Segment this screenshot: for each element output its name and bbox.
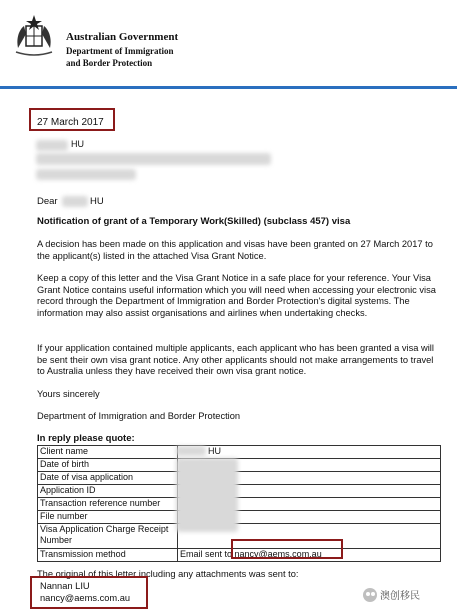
wechat-icon (363, 588, 377, 602)
recipient-highlight-box (30, 576, 148, 609)
email-highlight-box (231, 539, 343, 559)
department-line-2: and Border Protection (66, 58, 153, 68)
row-label: Transmission method (38, 549, 178, 562)
row-label: File number (38, 511, 178, 524)
paragraph-multiple-applicants: If your application contained multiple applicants, each applicant who has been granted a visa will be sent their own visa grant notice. Any other applicants should not make arrangements to travel to Australia unless they have received their own visa grant notice. (37, 343, 434, 377)
row-value (178, 446, 441, 459)
recipient-email: nancy@aems.com.au (40, 593, 131, 603)
coat-of-arms-icon (10, 12, 58, 60)
salutation: Dear (37, 196, 58, 207)
header-rule (0, 86, 457, 89)
client-surname: HU (208, 446, 221, 456)
redacted-address-line-2 (36, 169, 136, 180)
row-label: Visa Application Charge Receipt Number (38, 524, 178, 549)
row-label: Date of birth (38, 459, 178, 472)
table-row (38, 459, 441, 472)
department-line-1: Department of Immigration (66, 46, 174, 56)
paragraph-keep-copy: Keep a copy of this letter and the Visa Grant Notice in a safe place for your reference. Your Visa Grant Notice contains useful information which you will need when accessing your electronic visa record through the Department of Immigration and Border Protection's digital systems. The information may also assist organisations and airlines when undertaking checks. (37, 273, 436, 318)
date-highlight-box (29, 108, 115, 131)
department-name (66, 45, 266, 69)
redacted-given-name (36, 140, 68, 151)
table-row (38, 485, 441, 498)
redacted-client-given-name (176, 446, 206, 456)
watermark (363, 587, 420, 602)
reply-heading: In reply please quote: (37, 433, 135, 444)
redacted-table-values (176, 458, 238, 532)
redacted-address-line-1 (36, 153, 271, 165)
letter-subject: Notification of grant of a Temporary Work(Skilled) (subclass 457) visa (37, 216, 351, 227)
row-label: Transaction reference number (38, 498, 178, 511)
redacted-salutation-name (62, 196, 88, 207)
table-row (38, 511, 441, 524)
government-title: Australian Government (66, 31, 179, 43)
letter-date: 27 March 2017 (37, 117, 104, 128)
row-value: Email sent to nancy@aems.com.au (178, 549, 441, 562)
recipient-name: Nannan LIU (40, 581, 90, 591)
signatory: Department of Immigration and Border Protection (37, 411, 241, 421)
original-sent-note: The original of this letter including any attachments was sent to: (37, 569, 299, 579)
row-label: Client name (38, 446, 178, 459)
table-row (38, 446, 441, 459)
table-row (38, 498, 441, 511)
closing: Yours sincerely (37, 389, 100, 399)
row-label: Date of visa application (38, 472, 178, 485)
paragraph-decision: A decision has been made on this application and visas have been granted on 27 March 2017 to the applicant(s) listed in the attached Visa Grant Notice. (37, 239, 433, 261)
row-label: Application ID (38, 485, 178, 498)
table-row (38, 472, 441, 485)
letterhead (0, 0, 457, 88)
addressee-surname: HU (71, 139, 84, 149)
watermark-text: 澳创移民 (380, 591, 420, 602)
salutation-surname: HU (90, 196, 104, 207)
